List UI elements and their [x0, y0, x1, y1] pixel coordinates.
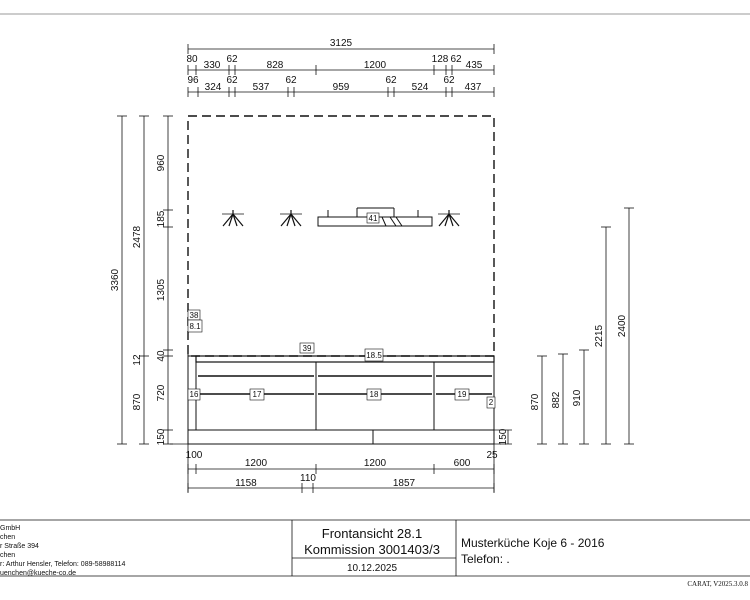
base-cabinet-run: [188, 350, 494, 444]
dim-top-r1-6: 128: [431, 54, 449, 65]
dim-right-1: 150: [498, 428, 509, 446]
dim-bottom-r1-4: 600: [453, 458, 471, 469]
dim-top-r1-5: 1200: [363, 60, 387, 71]
item-tag-18: 18: [369, 390, 379, 399]
dim-bottom-mid: 110: [300, 473, 316, 484]
dim-wall-height: 2478: [132, 225, 143, 249]
company-line-3: r Straße 394: [0, 543, 39, 550]
pendant-lamp-icon: [438, 210, 460, 226]
company-line-6: uenchen@kueche-co.de: [0, 570, 76, 577]
dim-top-r1-8: 435: [465, 60, 483, 71]
dim-right-4: 910: [572, 389, 583, 407]
dim-bottom-r1-5: 25: [486, 450, 498, 461]
item-tag-17: 17: [252, 390, 262, 399]
dim-top-r2-10: 437: [464, 82, 482, 93]
dim-left-sec-6: 150: [156, 428, 167, 446]
dim-left-sec-3: 1305: [156, 278, 167, 302]
view-title: Frontansicht 28.1: [321, 526, 423, 541]
dim-top-r2-7: 62: [385, 75, 397, 86]
pendant-lamp-icon: [280, 210, 302, 226]
item-tag-38: 38: [189, 311, 199, 320]
dim-left-small-2: 870: [132, 393, 143, 411]
dim-top-r1-2: 330: [203, 60, 221, 71]
dim-bottom-r2-1: 1158: [235, 478, 257, 489]
item-tag-19: 19: [457, 390, 467, 399]
dim-top-r2-1: 96: [187, 75, 199, 86]
dim-total-height: 3360: [110, 268, 121, 292]
item-tag-18-5: 18.5: [366, 351, 382, 360]
company-line-4: chen: [0, 552, 16, 559]
dim-top-r1-7: 62: [450, 54, 462, 65]
pendant-lamp-icon: [222, 210, 244, 226]
dim-top-r2-3: 62: [226, 75, 238, 86]
dim-top-r1-1: 80: [186, 54, 198, 65]
dim-top-r2-4: 537: [252, 82, 270, 93]
item-tag-41: 41: [368, 214, 378, 223]
left-dimension-chain: [117, 116, 188, 444]
item-tag-2: 2: [488, 398, 494, 407]
dim-left-sec-5: 720: [156, 384, 167, 402]
dim-left-sec-4: 40: [156, 350, 167, 362]
company-line-1: GmbH: [0, 525, 21, 532]
dim-overall-width: 3125: [329, 38, 353, 49]
dim-right-3: 882: [551, 391, 562, 409]
dim-left-sec-2: 185: [156, 210, 167, 228]
dim-top-r1-3: 62: [226, 54, 238, 65]
software-version: CARAT, V2025.3.0.8: [687, 580, 748, 588]
wall-outline: [188, 116, 494, 356]
company-line-2: chen: [0, 534, 16, 541]
dim-top-r2-5: 62: [285, 75, 297, 86]
commission-number: Kommission 3001403/3: [304, 542, 440, 557]
item-tag-16: 16: [189, 390, 199, 399]
dim-bottom-r1-3: 1200: [363, 458, 387, 469]
dim-left-sec-1: 960: [156, 154, 167, 172]
dim-bottom-r1-2: 1200: [244, 458, 268, 469]
company-line-5: r: Arthur Hensler, Telefon: 089-58988114: [0, 561, 126, 568]
bottom-dimension-chain: [185, 444, 494, 493]
dim-top-r2-9: 62: [443, 75, 455, 86]
dim-top-r2-2: 324: [204, 82, 222, 93]
item-tag-8-1: 8.1: [189, 322, 201, 331]
dim-bottom-r1-1: 100: [185, 450, 203, 461]
dim-top-r2-6: 959: [332, 82, 350, 93]
project-phone: Telefon: .: [461, 552, 510, 566]
dim-right-2: 870: [530, 393, 541, 411]
dim-right-6: 2400: [617, 314, 628, 338]
dim-right-5: 2215: [594, 324, 605, 348]
dim-bottom-r2-2: 1857: [392, 478, 416, 489]
dim-top-r1-4: 828: [266, 60, 284, 71]
item-tag-39: 39: [302, 344, 312, 353]
right-dimension-chain: [494, 208, 634, 444]
drawing-date: 10.12.2025: [346, 563, 398, 574]
dim-top-r2-8: 524: [411, 82, 429, 93]
project-name: Musterküche Koje 6 - 2016: [461, 536, 605, 550]
dim-left-small-1: 12: [132, 354, 143, 366]
